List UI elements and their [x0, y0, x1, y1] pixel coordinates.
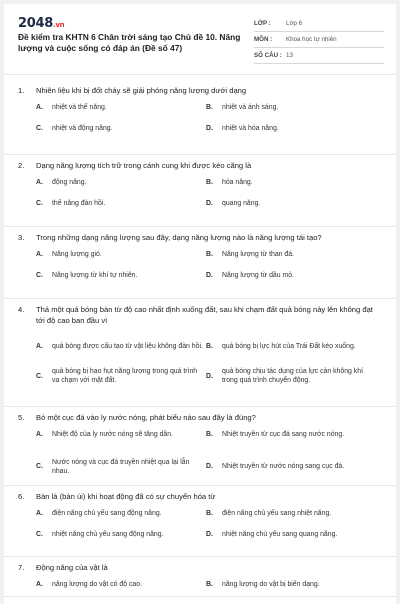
question-text: [18, 160, 382, 171]
option-text: Nhiệt độ của ly nước nóng sẽ tăng dần.: [52, 431, 173, 438]
option-letter: B.: [206, 179, 213, 186]
question-number: 2.: [18, 161, 25, 170]
meta-table: [254, 16, 384, 64]
option-c[interactable]: [36, 199, 206, 223]
option-letter: C.: [36, 463, 43, 470]
options-grid: [36, 178, 382, 223]
option-b[interactable]: [206, 509, 376, 530]
question-item: [4, 80, 396, 155]
option-letter: B.: [206, 342, 213, 350]
option-letter: A.: [36, 342, 43, 350]
question-text: [18, 304, 382, 326]
option-a[interactable]: [36, 509, 206, 530]
option-letter: B.: [206, 581, 213, 588]
option-text: điện năng chủ yếu sang nhiệt năng.: [222, 510, 332, 517]
options-grid: [36, 580, 382, 601]
option-text: năng lượng do vật bị biến dạng.: [222, 581, 320, 588]
question-text: [18, 412, 382, 423]
question-item: [4, 557, 396, 597]
question-stem: Nhiên liệu khi bị đốt cháy sẽ giải phóng năng lượng dưới dạng: [36, 86, 247, 95]
option-letter: C.: [36, 125, 43, 132]
option-letter: C.: [36, 531, 43, 538]
option-letter: C.: [36, 200, 43, 207]
option-text: Năng lượng từ khí tự nhiên.: [52, 272, 138, 279]
question-item: [4, 407, 396, 486]
question-text: [18, 562, 382, 573]
option-text: Nhiệt truyền từ nước nóng sang cục đá.: [222, 463, 345, 470]
option-c[interactable]: [36, 452, 206, 481]
option-a[interactable]: [36, 580, 206, 601]
option-text: Năng lượng từ dầu mỏ.: [222, 272, 294, 279]
option-text: quả bóng được cấu tạo từ vật liệu không đàn hồi.: [52, 342, 203, 350]
question-stem: Dạng năng lượng tích trữ trong cánh cung khi được kéo căng là: [36, 161, 252, 170]
option-b[interactable]: [206, 430, 376, 452]
question-stem: Bỏ một cục đá vào ly nước nóng, phát biểu nào sau đây là đúng?: [36, 413, 256, 422]
option-text: Năng lượng gió.: [52, 251, 102, 258]
option-b[interactable]: [206, 331, 376, 361]
option-letter: B.: [206, 510, 213, 517]
option-letter: A.: [36, 581, 43, 588]
options-grid: [36, 430, 382, 481]
option-text: quả bóng chịu tác dụng của lực cản không khí trong quá trình chuyển động.: [222, 368, 363, 384]
option-letter: A.: [36, 179, 43, 186]
meta-value: Lớp 6: [286, 20, 303, 27]
option-letter: C.: [36, 272, 43, 279]
question-list: [4, 80, 396, 597]
option-letter: A.: [36, 104, 43, 111]
option-a[interactable]: [36, 331, 206, 361]
option-text: động năng.: [52, 179, 87, 186]
option-letter: D.: [206, 372, 213, 380]
option-d[interactable]: [206, 530, 376, 554]
question-number: 4.: [18, 305, 25, 314]
option-c[interactable]: [36, 530, 206, 554]
option-letter: B.: [206, 104, 213, 111]
question-number: 3.: [18, 233, 25, 242]
question-text: [18, 85, 382, 96]
question-text: [18, 232, 382, 243]
question-number: 1.: [18, 86, 25, 95]
option-text: quang năng.: [222, 200, 261, 207]
option-text: Nước nóng và cục đá truyền nhiệt qua lại lẫn nhau.: [52, 458, 190, 475]
options-grid: [36, 509, 382, 554]
option-c[interactable]: [36, 124, 206, 148]
question-item: [4, 486, 396, 557]
meta-key: SỐ CÂU :: [254, 52, 282, 59]
logo-suffix: .vn: [52, 21, 65, 29]
question-item: [4, 227, 396, 299]
logo-text: 2048: [18, 16, 53, 31]
meta-value: Khoa học tự nhiên: [286, 36, 337, 43]
meta-key: LỚP :: [254, 20, 271, 27]
option-d[interactable]: [206, 199, 376, 223]
option-text: quả bóng bị lực hút của Trái Đất kéo xuống.: [222, 342, 356, 350]
option-text: nhiệt và hóa năng.: [222, 125, 279, 132]
options-grid: [36, 331, 382, 391]
option-text: nhiệt năng chủ yếu sang động năng.: [52, 531, 164, 538]
option-letter: C.: [36, 372, 43, 380]
question-item: [4, 299, 396, 407]
options-grid: [36, 250, 382, 295]
option-text: năng lượng do vật có độ cao.: [52, 581, 142, 588]
option-text: quả bóng bị hao hụt năng lượng trong quá trình va chạm với mặt đất.: [52, 368, 198, 384]
question-text: [18, 491, 382, 502]
option-text: nhiệt và thế năng.: [52, 104, 107, 111]
meta-row-subject: [254, 32, 384, 48]
option-d[interactable]: [206, 452, 376, 481]
option-text: điện năng chủ yếu sang động năng.: [52, 510, 162, 517]
options-grid: [36, 103, 382, 148]
option-a[interactable]: [36, 103, 206, 124]
option-d[interactable]: [206, 271, 376, 295]
option-text: Nhiệt truyền từ cục đá sang nước nóng.: [222, 431, 345, 438]
option-b[interactable]: [206, 580, 376, 601]
document-header: [4, 4, 396, 70]
option-text: Năng lượng từ than đá.: [222, 251, 294, 258]
option-a[interactable]: [36, 178, 206, 199]
option-d[interactable]: [206, 361, 376, 391]
option-a[interactable]: [36, 250, 206, 271]
header-divider: [4, 74, 396, 75]
option-c[interactable]: [36, 271, 206, 295]
option-letter: A.: [36, 510, 43, 517]
option-text: thế năng đàn hồi.: [52, 200, 106, 207]
option-letter: D.: [206, 125, 213, 132]
question-stem: Thả một quả bóng bàn từ độ cao nhất định xuống đất, sau khi chạm đất quả bóng nảy lên không đạt tới độ cao ban đầu vì: [36, 305, 373, 325]
option-d[interactable]: [206, 124, 376, 148]
option-letter: D.: [206, 200, 213, 207]
option-b[interactable]: [206, 178, 376, 199]
option-letter: D.: [206, 272, 213, 279]
option-letter: A.: [36, 431, 43, 438]
question-number: 5.: [18, 413, 25, 422]
option-letter: B.: [206, 431, 213, 438]
site-logo[interactable]: [18, 16, 64, 31]
option-letter: D.: [206, 531, 213, 538]
question-number: 6.: [18, 492, 25, 501]
option-text: nhiệt năng chủ yếu sang quang năng.: [222, 531, 338, 538]
meta-key: MÔN :: [254, 36, 273, 43]
question-stem: Trong những dạng năng lượng sau đây, dạng năng lượng nào là năng lượng tái tạo?: [36, 233, 322, 242]
document-page: [4, 4, 396, 604]
option-c[interactable]: [36, 361, 206, 391]
meta-row-count: [254, 48, 384, 64]
meta-row-class: [254, 16, 384, 32]
question-item: [4, 155, 396, 227]
question-stem: Động năng của vật là: [36, 563, 108, 572]
meta-value: 13: [286, 52, 293, 59]
option-letter: D.: [206, 463, 213, 470]
question-number: 7.: [18, 563, 25, 572]
document-title: Đề kiểm tra KHTN 6 Chân trời sáng tạo Chủ đề 10. Năng lượng và cuộc sống có đáp án (Đề số 47): [18, 32, 241, 53]
option-letter: B.: [206, 251, 213, 258]
option-b[interactable]: [206, 103, 376, 124]
option-b[interactable]: [206, 250, 376, 271]
option-a[interactable]: [36, 430, 206, 452]
option-text: hóa năng.: [222, 179, 253, 186]
option-text: nhiệt và ánh sáng.: [222, 104, 279, 111]
option-text: nhiệt và động năng.: [52, 125, 113, 132]
option-letter: A.: [36, 251, 43, 258]
question-stem: Bàn là (bàn ủi) khi hoạt động đã có sự chuyển hóa từ: [36, 492, 216, 501]
